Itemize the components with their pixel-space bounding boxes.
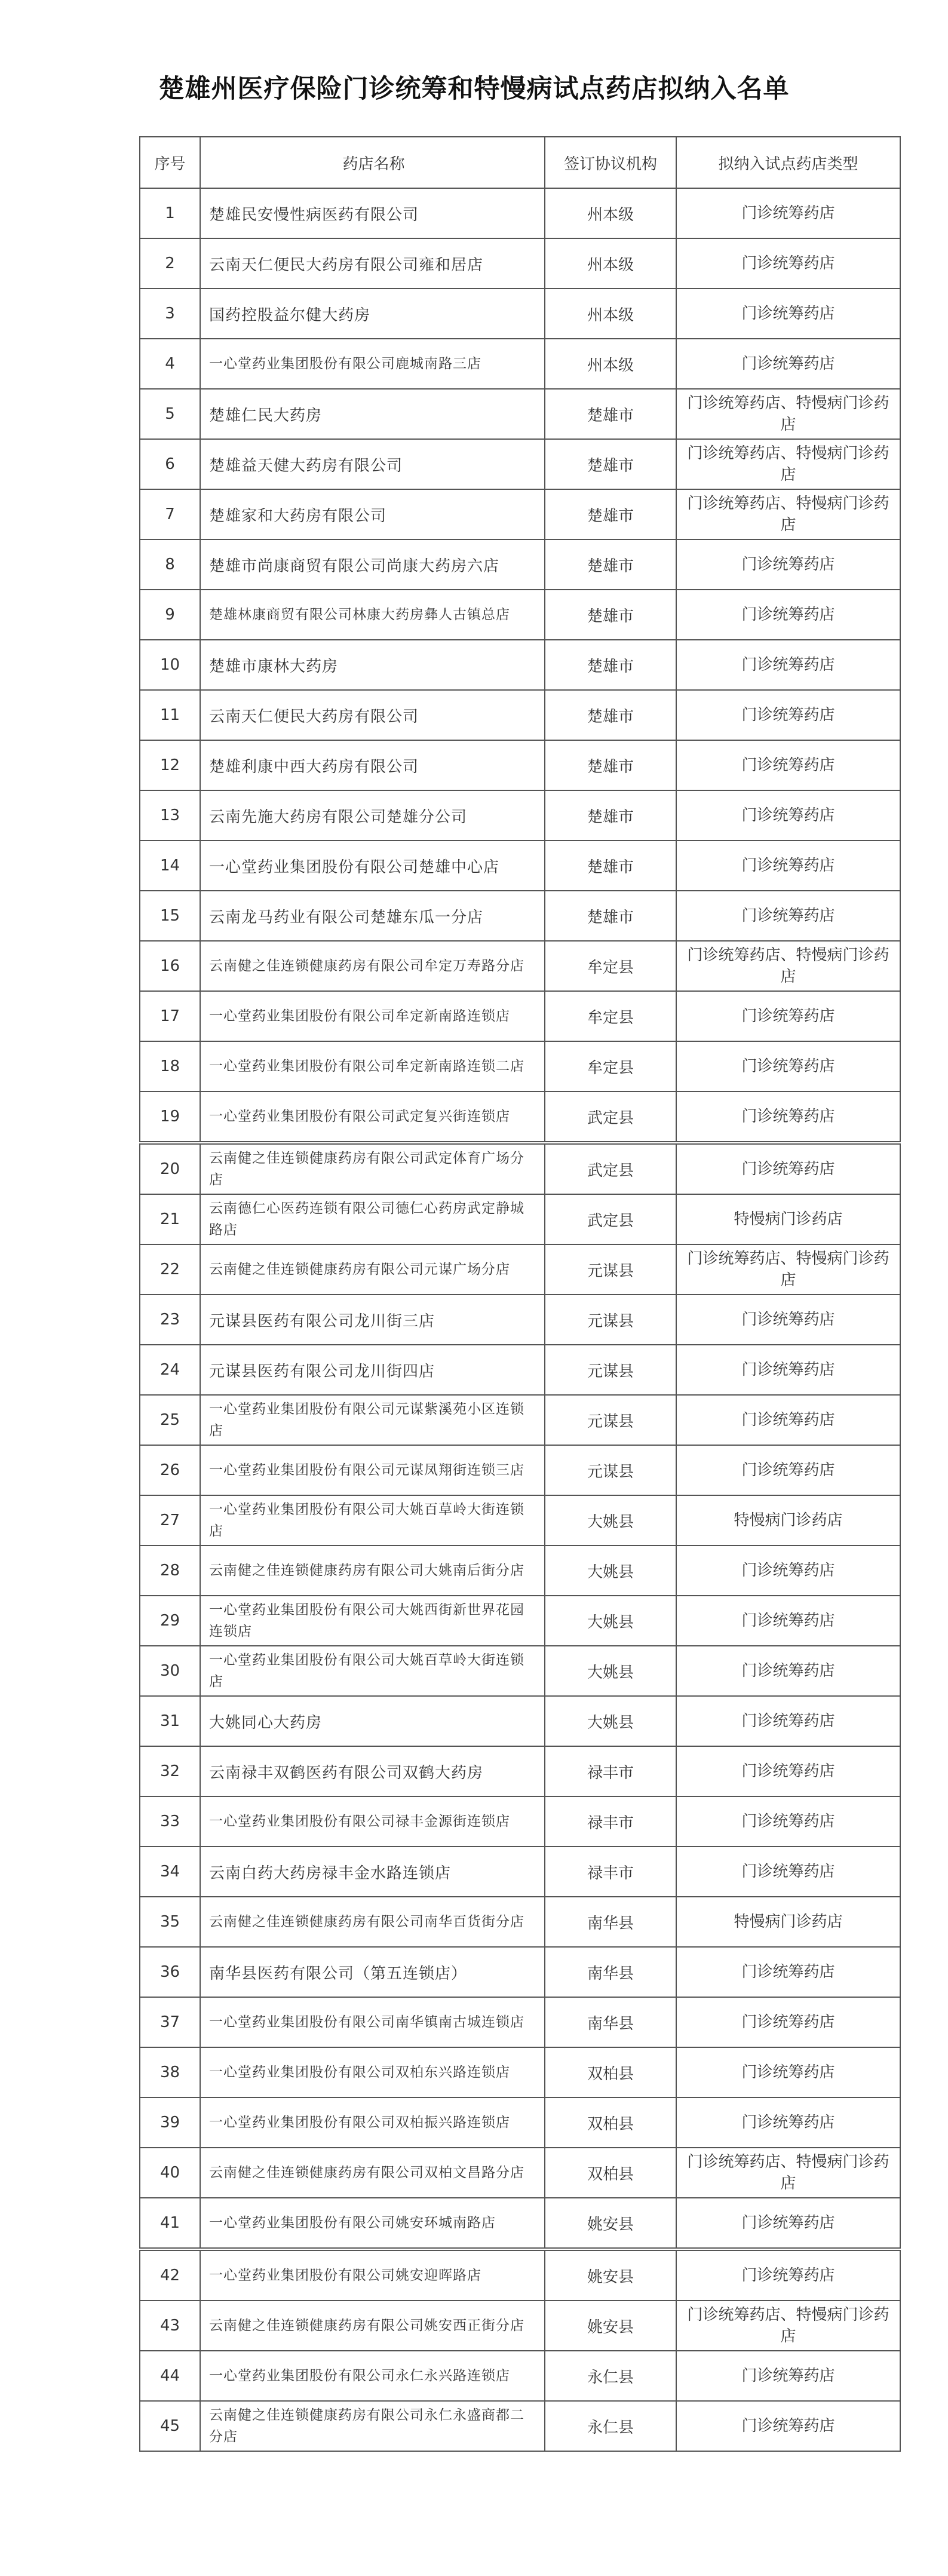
row-pharmacy-name: 云南白药大药房禄丰金水路连锁店 [200,1847,545,1897]
row-index: 2 [140,238,200,289]
row-agreement-org: 禄丰市 [545,1746,676,1796]
row-index: 6 [140,439,200,489]
table-row [140,690,900,740]
row-agreement-org: 双柏县 [545,2097,676,2148]
row-agreement-org: 楚雄市 [545,590,676,640]
pharmacy-table [139,136,901,2452]
row-pharmacy-type: 特慢病门诊药店 [676,1194,900,1244]
page-title: 楚雄州医疗保险门诊统筹和特慢病试点药店拟纳入名单 [158,74,790,104]
row-index: 35 [140,1897,200,1947]
row-pharmacy-type: 门诊统筹药店 [676,2047,900,2097]
row-agreement-org: 武定县 [545,1091,676,1143]
table-row [140,1395,900,1445]
row-pharmacy-name: 一心堂药业集团股份有限公司永仁永兴路连锁店 [200,2351,545,2401]
header-pharmacy-name: 药店名称 [200,137,545,188]
row-pharmacy-name: 一心堂药业集团股份有限公司武定复兴街连锁店 [200,1091,545,1143]
header-index: 序号 [140,137,200,188]
table-row [140,2198,900,2249]
row-index: 28 [140,1545,200,1596]
row-index: 13 [140,790,200,841]
table-row [140,841,900,891]
row-agreement-org: 州本级 [545,339,676,389]
row-pharmacy-type: 门诊统筹药店 [676,1796,900,1847]
table-row [140,1091,900,1143]
row-pharmacy-name: 一心堂药业集团股份有限公司鹿城南路三店 [200,339,545,389]
row-pharmacy-name: 云南德仁心医药连锁有限公司德仁心药房武定静城路店 [200,1194,545,1244]
row-pharmacy-type: 门诊统筹药店 [676,740,900,790]
row-pharmacy-name: 云南天仁便民大药房有限公司雍和居店 [200,238,545,289]
row-agreement-org: 楚雄市 [545,389,676,439]
row-pharmacy-name: 云南健之佳连锁健康药房有限公司姚安西正街分店 [200,2301,545,2351]
table-row [140,1796,900,1847]
table-row [140,2301,900,2351]
row-agreement-org: 元谋县 [545,1395,676,1445]
row-pharmacy-name: 云南健之佳连锁健康药房有限公司双柏文昌路分店 [200,2148,545,2198]
table-row [140,740,900,790]
table-row [140,1041,900,1091]
row-agreement-org: 楚雄市 [545,489,676,539]
row-pharmacy-type: 门诊统筹药店 [676,1947,900,1997]
row-agreement-org: 州本级 [545,188,676,238]
row-pharmacy-type: 门诊统筹药店、特慢病门诊药店 [676,2301,900,2351]
row-index: 24 [140,1345,200,1395]
row-pharmacy-name: 一心堂药业集团股份有限公司双柏振兴路连锁店 [200,2097,545,2148]
row-agreement-org: 南华县 [545,1947,676,1997]
row-pharmacy-type: 门诊统筹药店 [676,991,900,1041]
row-agreement-org: 元谋县 [545,1295,676,1345]
row-index: 27 [140,1495,200,1545]
row-index: 1 [140,188,200,238]
row-index: 31 [140,1696,200,1746]
table-row [140,1445,900,1495]
row-index: 37 [140,1997,200,2047]
row-agreement-org: 元谋县 [545,1244,676,1295]
row-pharmacy-name: 楚雄市尚康商贸有限公司尚康大药房六店 [200,539,545,590]
row-index: 8 [140,539,200,590]
row-pharmacy-type: 门诊统筹药店 [676,2351,900,2401]
table-row [140,1847,900,1897]
row-index: 41 [140,2198,200,2249]
row-pharmacy-type: 门诊统筹药店、特慢病门诊药店 [676,1244,900,1295]
row-pharmacy-type: 门诊统筹药店 [676,690,900,740]
row-index: 43 [140,2301,200,2351]
row-index: 45 [140,2401,200,2451]
table-row [140,2148,900,2198]
row-pharmacy-name: 云南禄丰双鹤医药有限公司双鹤大药房 [200,1746,545,1796]
table-row [140,1897,900,1947]
row-agreement-org: 楚雄市 [545,740,676,790]
row-pharmacy-type: 门诊统筹药店 [676,289,900,339]
row-index: 42 [140,2249,200,2301]
row-agreement-org: 楚雄市 [545,439,676,489]
row-pharmacy-name: 一心堂药业集团股份有限公司牟定新南路连锁店 [200,991,545,1041]
row-agreement-org: 大姚县 [545,1495,676,1545]
table-row [140,1345,900,1395]
row-pharmacy-name: 一心堂药业集团股份有限公司南华镇南古城连锁店 [200,1997,545,2047]
row-pharmacy-type: 门诊统筹药店 [676,891,900,941]
row-agreement-org: 姚安县 [545,2301,676,2351]
row-pharmacy-type: 门诊统筹药店、特慢病门诊药店 [676,2148,900,2198]
table-row [140,1244,900,1295]
row-pharmacy-type: 门诊统筹药店 [676,238,900,289]
row-index: 21 [140,1194,200,1244]
table-row [140,539,900,590]
row-pharmacy-name: 楚雄民安慢性病医药有限公司 [200,188,545,238]
row-agreement-org: 武定县 [545,1194,676,1244]
row-pharmacy-name: 国药控股益尔健大药房 [200,289,545,339]
row-pharmacy-name: 云南健之佳连锁健康药房有限公司永仁永盛商都二分店 [200,2401,545,2451]
row-index: 39 [140,2097,200,2148]
row-index: 30 [140,1646,200,1696]
row-index: 7 [140,489,200,539]
row-pharmacy-name: 楚雄仁民大药房 [200,389,545,439]
row-pharmacy-type: 门诊统筹药店 [676,1596,900,1646]
row-pharmacy-name: 云南健之佳连锁健康药房有限公司牟定万寿路分店 [200,941,545,991]
row-agreement-org: 姚安县 [545,2249,676,2301]
row-pharmacy-type: 门诊统筹药店 [676,1847,900,1897]
row-index: 22 [140,1244,200,1295]
row-agreement-org: 武定县 [545,1143,676,1194]
row-pharmacy-type: 门诊统筹药店 [676,1646,900,1696]
table-row [140,1746,900,1796]
row-index: 38 [140,2047,200,2097]
row-pharmacy-type: 门诊统筹药店 [676,590,900,640]
table-row [140,891,900,941]
row-pharmacy-type: 门诊统筹药店 [676,1696,900,1746]
row-agreement-org: 楚雄市 [545,640,676,690]
row-pharmacy-type: 门诊统筹药店 [676,1545,900,1596]
row-agreement-org: 大姚县 [545,1545,676,1596]
row-pharmacy-type: 特慢病门诊药店 [676,1495,900,1545]
row-pharmacy-type: 门诊统筹药店 [676,1395,900,1445]
row-pharmacy-name: 楚雄利康中西大药房有限公司 [200,740,545,790]
row-pharmacy-type: 门诊统筹药店 [676,2249,900,2301]
row-index: 44 [140,2351,200,2401]
row-pharmacy-name: 楚雄市康林大药房 [200,640,545,690]
row-pharmacy-type: 门诊统筹药店、特慢病门诊药店 [676,439,900,489]
table-row [140,339,900,389]
row-pharmacy-name: 一心堂药业集团股份有限公司牟定新南路连锁二店 [200,1041,545,1091]
row-pharmacy-type: 门诊统筹药店 [676,841,900,891]
row-agreement-org: 楚雄市 [545,539,676,590]
row-index: 14 [140,841,200,891]
table-row [140,991,900,1041]
row-pharmacy-name: 云南健之佳连锁健康药房有限公司大姚南后街分店 [200,1545,545,1596]
row-pharmacy-type: 特慢病门诊药店 [676,1897,900,1947]
table-body [140,188,900,2451]
row-agreement-org: 楚雄市 [545,841,676,891]
row-index: 23 [140,1295,200,1345]
row-index: 4 [140,339,200,389]
table-row [140,1143,900,1194]
row-agreement-org: 元谋县 [545,1445,676,1495]
row-agreement-org: 牟定县 [545,941,676,991]
row-index: 33 [140,1796,200,1847]
row-pharmacy-name: 一心堂药业集团股份有限公司楚雄中心店 [200,841,545,891]
row-pharmacy-type: 门诊统筹药店 [676,1746,900,1796]
row-index: 26 [140,1445,200,1495]
row-pharmacy-type: 门诊统筹药店 [676,1143,900,1194]
row-agreement-org: 牟定县 [545,991,676,1041]
table-row [140,1495,900,1545]
row-index: 20 [140,1143,200,1194]
row-pharmacy-type: 门诊统筹药店 [676,1445,900,1495]
row-index: 25 [140,1395,200,1445]
row-pharmacy-name: 楚雄家和大药房有限公司 [200,489,545,539]
row-index: 29 [140,1596,200,1646]
table-row [140,1194,900,1244]
row-pharmacy-type: 门诊统筹药店 [676,640,900,690]
table-row [140,1295,900,1345]
header-agreement-org: 签订协议机构 [545,137,676,188]
table-row [140,2249,900,2301]
table-row [140,2351,900,2401]
row-pharmacy-type: 门诊统筹药店 [676,1997,900,2047]
row-pharmacy-type: 门诊统筹药店 [676,339,900,389]
row-index: 11 [140,690,200,740]
row-pharmacy-name: 一心堂药业集团股份有限公司大姚百草岭大街连锁店 [200,1495,545,1545]
table-row [140,489,900,539]
row-index: 34 [140,1847,200,1897]
row-pharmacy-name: 云南健之佳连锁健康药房有限公司南华百货街分店 [200,1897,545,1947]
table-row [140,790,900,841]
row-agreement-org: 南华县 [545,1897,676,1947]
table-row [140,238,900,289]
row-pharmacy-type: 门诊统筹药店 [676,2097,900,2148]
row-pharmacy-type: 门诊统筹药店 [676,2198,900,2249]
table-row [140,289,900,339]
row-pharmacy-name: 云南龙马药业有限公司楚雄东瓜一分店 [200,891,545,941]
row-index: 10 [140,640,200,690]
row-agreement-org: 大姚县 [545,1646,676,1696]
row-index: 17 [140,991,200,1041]
row-agreement-org: 永仁县 [545,2401,676,2451]
row-pharmacy-type: 门诊统筹药店 [676,1345,900,1395]
row-pharmacy-type: 门诊统筹药店 [676,1041,900,1091]
row-pharmacy-name: 南华县医药有限公司（第五连锁店） [200,1947,545,1997]
row-pharmacy-name: 一心堂药业集团股份有限公司双柏东兴路连锁店 [200,2047,545,2097]
row-pharmacy-type: 门诊统筹药店 [676,1091,900,1143]
row-agreement-org: 楚雄市 [545,891,676,941]
row-pharmacy-name: 云南天仁便民大药房有限公司 [200,690,545,740]
row-pharmacy-name: 大姚同心大药房 [200,1696,545,1746]
row-pharmacy-type: 门诊统筹药店 [676,188,900,238]
row-agreement-org: 禄丰市 [545,1847,676,1897]
table-header-row [140,137,900,188]
row-agreement-org: 南华县 [545,1997,676,2047]
row-pharmacy-name: 元谋县医药有限公司龙川街四店 [200,1345,545,1395]
table-row [140,188,900,238]
row-agreement-org: 永仁县 [545,2351,676,2401]
row-agreement-org: 州本级 [545,238,676,289]
row-pharmacy-type: 门诊统筹药店 [676,539,900,590]
row-agreement-org: 牟定县 [545,1041,676,1091]
row-pharmacy-type: 门诊统筹药店 [676,790,900,841]
row-agreement-org: 大姚县 [545,1596,676,1646]
table-row [140,2047,900,2097]
row-agreement-org: 楚雄市 [545,790,676,841]
row-index: 3 [140,289,200,339]
row-pharmacy-type: 门诊统筹药店、特慢病门诊药店 [676,389,900,439]
row-pharmacy-name: 云南健之佳连锁健康药房有限公司武定体育广场分店 [200,1143,545,1194]
table-row [140,1997,900,2047]
row-index: 32 [140,1746,200,1796]
table-row [140,1646,900,1696]
table-row [140,640,900,690]
header-pharmacy-type: 拟纳入试点药店类型 [676,137,900,188]
row-pharmacy-name: 一心堂药业集团股份有限公司大姚百草岭大街连锁店 [200,1646,545,1696]
table-row [140,439,900,489]
row-pharmacy-type: 门诊统筹药店、特慢病门诊药店 [676,941,900,991]
row-agreement-org: 姚安县 [545,2198,676,2249]
row-pharmacy-name: 一心堂药业集团股份有限公司姚安迎晖路店 [200,2249,545,2301]
row-pharmacy-name: 一心堂药业集团股份有限公司大姚西街新世界花园连锁店 [200,1596,545,1646]
row-agreement-org: 双柏县 [545,2148,676,2198]
row-index: 40 [140,2148,200,2198]
row-pharmacy-name: 一心堂药业集团股份有限公司姚安环城南路店 [200,2198,545,2249]
row-pharmacy-name: 元谋县医药有限公司龙川街三店 [200,1295,545,1345]
row-index: 16 [140,941,200,991]
row-pharmacy-name: 一心堂药业集团股份有限公司元谋紫溪苑小区连锁店 [200,1395,545,1445]
table-row [140,2401,900,2451]
row-index: 19 [140,1091,200,1143]
row-pharmacy-name: 一心堂药业集团股份有限公司禄丰金源街连锁店 [200,1796,545,1847]
row-pharmacy-name: 云南先施大药房有限公司楚雄分公司 [200,790,545,841]
row-index: 12 [140,740,200,790]
table-row [140,1947,900,1997]
row-agreement-org: 楚雄市 [545,690,676,740]
table-row [140,1545,900,1596]
row-pharmacy-name: 楚雄林康商贸有限公司林康大药房彝人古镇总店 [200,590,545,640]
table-row [140,2097,900,2148]
row-agreement-org: 大姚县 [545,1696,676,1746]
table-row [140,389,900,439]
table-row [140,1596,900,1646]
row-pharmacy-type: 门诊统筹药店、特慢病门诊药店 [676,489,900,539]
row-pharmacy-name: 一心堂药业集团股份有限公司元谋凤翔街连锁三店 [200,1445,545,1495]
row-pharmacy-name: 楚雄益天健大药房有限公司 [200,439,545,489]
row-agreement-org: 元谋县 [545,1345,676,1395]
row-index: 18 [140,1041,200,1091]
table-row [140,941,900,991]
row-index: 9 [140,590,200,640]
table-row [140,1696,900,1746]
row-index: 5 [140,389,200,439]
row-pharmacy-type: 门诊统筹药店 [676,1295,900,1345]
row-index: 36 [140,1947,200,1997]
row-pharmacy-type: 门诊统筹药店 [676,2401,900,2451]
row-agreement-org: 禄丰市 [545,1796,676,1847]
row-pharmacy-name: 云南健之佳连锁健康药房有限公司元谋广场分店 [200,1244,545,1295]
row-agreement-org: 双柏县 [545,2047,676,2097]
row-index: 15 [140,891,200,941]
table-row [140,590,900,640]
row-agreement-org: 州本级 [545,289,676,339]
